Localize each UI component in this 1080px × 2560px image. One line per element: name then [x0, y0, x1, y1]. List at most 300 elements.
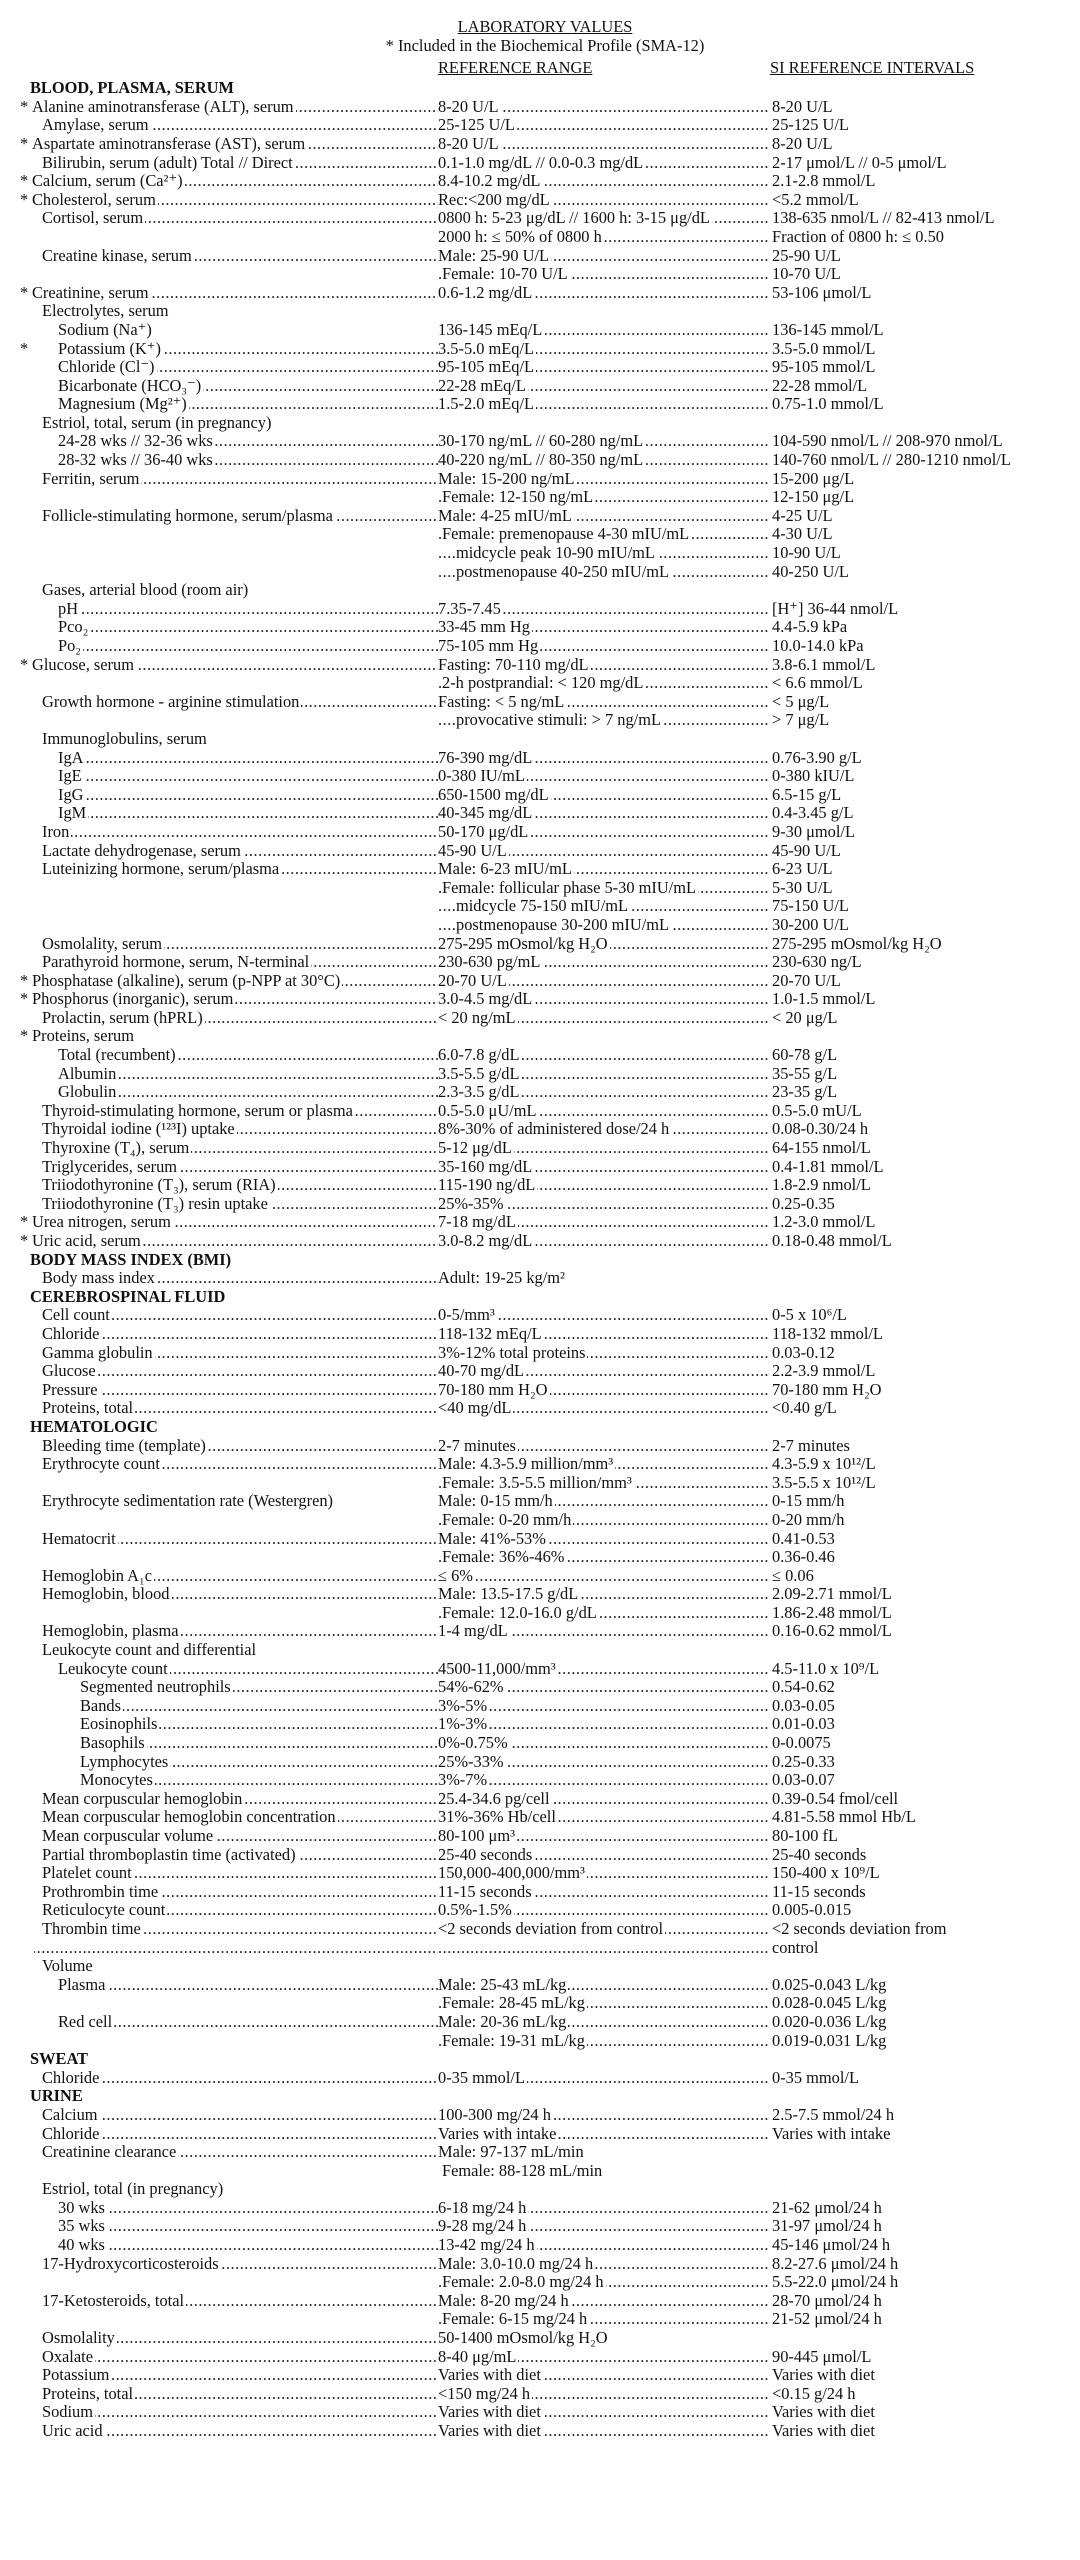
si-reference-interval: 1.2-3.0 mmol/L: [772, 1213, 876, 1232]
table-row: [20, 507, 1070, 526]
table-row: [20, 284, 1070, 303]
test-name-text: Triglycerides, serum: [42, 1157, 178, 1176]
reference-range: 100-300 mg/24 h .....: [438, 2106, 770, 2125]
table-row: [20, 1734, 1070, 1753]
title-block: [20, 18, 1070, 55]
sma12-asterisk: *: [20, 190, 29, 209]
table-row: [20, 265, 1070, 284]
test-name: [20, 172, 438, 191]
test-name: [20, 2422, 438, 2441]
reference-range: Male: 13.5-17.5 g/dL .....: [438, 1585, 770, 1604]
reference-range: 7-18 mg/dL .....: [438, 1213, 770, 1232]
si-reference-interval: 0.75-1.0 mmol/L: [772, 395, 884, 414]
reference-range: 25%-35% .....: [438, 1195, 770, 1214]
table-row: [20, 1362, 1070, 1381]
si-reference-interval: 2.1-2.8 mmol/L: [772, 172, 876, 191]
test-name-text: Alanine aminotransferase (ALT), serum: [32, 97, 294, 116]
si-reference-interval: 31-97 μmol/24 h: [772, 2217, 882, 2236]
test-name: [20, 377, 438, 396]
table-row: [20, 749, 1070, 768]
table-row: [20, 2069, 1070, 2088]
si-reference-interval: Fraction of 0800 h: ≤ 0.50: [772, 227, 944, 246]
table-row: [20, 804, 1070, 823]
test-name: [20, 1195, 438, 1214]
test-name: [20, 525, 438, 544]
reference-range: [438, 730, 770, 749]
reference-range: Male: 25-90 U/L .....: [438, 247, 770, 266]
table-row: [20, 135, 1070, 154]
test-name: [20, 2013, 438, 2032]
test-name-text: Hemoglobin, plasma: [42, 1622, 179, 1641]
sma12-asterisk: *: [20, 971, 29, 990]
sma12-asterisk: *: [20, 134, 29, 153]
test-name-text: Triiodothyronine (T₃), serum (RIA): [42, 1176, 276, 1195]
si-reference-interval: 136-145 mmol/L: [772, 320, 884, 339]
si-reference-interval: 1.0-1.5 mmol/L: [772, 990, 876, 1009]
test-name: [20, 1325, 438, 1344]
table-row: [20, 842, 1070, 861]
test-name-text: Po₂: [58, 637, 82, 655]
si-reference-interval: [770, 414, 1070, 433]
test-name-text: Volume: [42, 1957, 93, 1976]
table-row: [20, 1381, 1070, 1400]
test-name: [20, 953, 438, 972]
table-row: [20, 2217, 1070, 2236]
reference-range: 118-132 mEq/L .....: [438, 1325, 770, 1344]
table-row: [20, 395, 1070, 414]
test-name: [20, 1213, 438, 1232]
table-row: [20, 786, 1070, 805]
test-name: [20, 563, 438, 582]
test-name: [20, 1883, 438, 1902]
table-row: [20, 1976, 1070, 1995]
table-row: [20, 879, 1070, 898]
si-reference-interval: > 7 μg/L: [772, 711, 830, 730]
si-reference-interval: control: [772, 1938, 819, 1957]
test-name-text: Potassium: [42, 2366, 110, 2385]
si-reference-interval: 1.8-2.9 nmol/L: [772, 1176, 871, 1195]
test-name: [20, 1492, 438, 1511]
si-reference-interval: 23-35 g/L: [772, 1083, 838, 1102]
si-reference-interval: 90-445 μmol/L: [772, 2347, 872, 2366]
test-name-text: Total (recumbent): [58, 1046, 176, 1065]
table-row: [20, 1139, 1070, 1158]
si-reference-interval: 22-28 mmol/L: [772, 376, 868, 395]
test-name: [20, 2292, 438, 2311]
test-name: [20, 2069, 438, 2088]
table-row: [20, 897, 1070, 916]
table-row: [20, 1474, 1070, 1493]
reference-range: 50-170 μg/dL .....: [438, 823, 770, 842]
si-reference-interval: [770, 1027, 1070, 1046]
table-row: [20, 1213, 1070, 1232]
table-row: [20, 581, 1070, 600]
table-row: [20, 1399, 1070, 1418]
reference-range: 25-40 seconds .....: [438, 1846, 770, 1865]
section-title: [20, 1418, 438, 1437]
test-name: [20, 972, 438, 991]
section-title: [20, 1251, 438, 1270]
reference-range: Male: 8-20 mg/24 h .....: [438, 2292, 770, 2311]
test-name-text: Hematocrit: [42, 1529, 116, 1548]
test-name-text: Bleeding time (template): [42, 1436, 206, 1455]
test-name-text: Osmolality: [42, 2329, 115, 2348]
test-name-text: Reticulocyte count: [42, 1901, 166, 1920]
column-header-si-intervals: SI REFERENCE INTERVALS: [770, 58, 975, 78]
test-name: [20, 1474, 438, 1493]
test-name: [20, 1790, 438, 1809]
reference-range: 2-h postprandial: < 120 mg/dL .....: [438, 674, 770, 693]
test-name-text: Hemoglobin A₁c: [42, 1566, 152, 1585]
reference-range: 115-190 ng/dL .....: [438, 1176, 770, 1195]
test-name-text: Amylase, serum: [42, 116, 149, 135]
sma12-asterisk: *: [20, 990, 29, 1009]
sma12-asterisk: *: [20, 1213, 29, 1232]
reference-range: 1%-3% .....: [438, 1715, 770, 1734]
test-name-text: Pressure: [42, 1380, 98, 1399]
table-row: [20, 525, 1070, 544]
test-name: [20, 1697, 438, 1716]
si-reference-interval: [770, 581, 1070, 600]
test-name-text: Leukocyte count and differential: [42, 1641, 257, 1660]
test-name: [20, 1139, 438, 1158]
reference-range: [438, 1641, 770, 1660]
reference-range: 3%-5% .....: [438, 1697, 770, 1716]
table-row: [20, 1325, 1070, 1344]
si-reference-interval: 45-146 μmol/24 h: [772, 2236, 891, 2255]
test-name-text: CEREBROSPINAL FLUID: [30, 1287, 226, 1306]
table-row: [20, 116, 1070, 135]
test-name-text: Sodium: [42, 2403, 94, 2422]
table-row: [20, 2348, 1070, 2367]
section-title: [20, 1288, 438, 1307]
table-row: [20, 2273, 1070, 2292]
test-name: [20, 507, 438, 526]
reference-range: 3.0-4.5 mg/dL .....: [438, 990, 770, 1009]
si-reference-interval: [770, 302, 1070, 321]
table-row: [20, 1083, 1070, 1102]
table-row: [20, 2310, 1070, 2329]
test-name: [20, 2032, 438, 2051]
si-reference-interval: 35-55 g/L: [772, 1064, 838, 1083]
test-name-text: Thrombin time: [42, 1919, 141, 1938]
si-reference-interval: Varies with diet: [772, 2403, 875, 2422]
table-row: [20, 1269, 1070, 1288]
test-name: [20, 1604, 438, 1623]
test-name-text: Parathyroid hormone, serum, N-terminal: [42, 953, 310, 972]
reference-range: 25%-33% .....: [438, 1753, 770, 1772]
table-row: [20, 470, 1070, 489]
table-row: [20, 1195, 1070, 1214]
table-row: [20, 2199, 1070, 2218]
test-name-text: Bands: [80, 1696, 121, 1715]
section-title: [20, 2087, 438, 2106]
si-reference-interval: 2-17 μmol/L // 0-5 μmol/L: [772, 153, 947, 172]
table-row: [20, 656, 1070, 675]
table-row: [20, 674, 1070, 693]
reference-range: 13-42 mg/24 h .....: [438, 2236, 770, 2255]
reference-range: 2000 h: ≤ 50% of 0800 h .....: [438, 228, 770, 247]
test-name: [20, 711, 438, 730]
table-row: [20, 1604, 1070, 1623]
test-name-text: Uric acid, serum: [32, 1232, 141, 1250]
test-name: [20, 1399, 438, 1418]
reference-range: 7.35-7.45 .....: [438, 600, 770, 619]
reference-range: 4500-11,000/mm³ .....: [438, 1660, 770, 1679]
si-reference-interval: 0.4-3.45 g/L: [772, 804, 854, 823]
table-row: [20, 2162, 1070, 2181]
test-name-text: Erythrocyte count: [42, 1455, 160, 1474]
section-heading: [20, 2050, 1070, 2069]
si-reference-interval: [770, 730, 1070, 749]
test-name-text: Proteins, total: [42, 1399, 134, 1418]
si-reference-interval: 0.25-0.35: [772, 1194, 835, 1213]
si-reference-interval: 3.8-6.1 mmol/L: [772, 655, 876, 674]
reference-range: <40 mg/dL .....: [438, 1399, 770, 1418]
si-reference-interval: 0.03-0.07: [772, 1771, 835, 1790]
test-name-text: Proteins, serum: [32, 1027, 134, 1046]
table-row: [20, 451, 1070, 470]
sma12-asterisk: *: [20, 172, 29, 191]
test-name: [20, 842, 438, 861]
test-name-text: BLOOD, PLASMA, SERUM: [30, 79, 234, 98]
reference-range: Varies with diet .....: [438, 2366, 770, 2385]
test-name-text: Chloride: [42, 2124, 100, 2143]
table-row: [20, 1994, 1070, 2013]
table-row: [20, 544, 1070, 563]
reference-range: 2.3-3.5 g/dL .....: [438, 1083, 770, 1102]
table-row: [20, 1939, 1070, 1958]
test-name: [20, 730, 438, 749]
si-reference-interval: 95-105 mmol/L: [772, 358, 876, 377]
table-row: [20, 2403, 1070, 2422]
si-reference-interval: Varies with diet: [772, 2422, 875, 2440]
test-name: [20, 1046, 438, 1065]
si-reference-interval: 0.54-0.62: [772, 1678, 835, 1697]
test-name: [20, 1846, 438, 1865]
table-row: [20, 618, 1070, 637]
test-name: [20, 749, 438, 768]
test-name: [20, 302, 438, 321]
table-row: [20, 302, 1070, 321]
si-reference-interval: 150-400 x 10⁹/L: [772, 1864, 880, 1883]
table-row: [20, 1046, 1070, 1065]
reference-range: 33-45 mm Hg .....: [438, 618, 770, 637]
reference-range: Female: 12-150 ng/mL .....: [438, 488, 770, 507]
sma12-asterisk: *: [20, 655, 29, 674]
table-row: [20, 377, 1070, 396]
table-row: [20, 98, 1070, 117]
test-name: [20, 1901, 438, 1920]
test-name: [20, 154, 438, 173]
si-reference-interval: 25-90 U/L: [772, 246, 841, 265]
reference-range: 25.4-34.6 pg/cell .....: [438, 1790, 770, 1809]
test-name: [20, 1065, 438, 1084]
si-reference-interval: 2.2-3.9 mmol/L: [772, 1362, 876, 1381]
reference-range: Male: 15-200 ng/mL .....: [438, 470, 770, 489]
test-name: [20, 2217, 438, 2236]
table-row: [20, 1864, 1070, 1883]
si-reference-interval: 2-7 minutes: [772, 1436, 850, 1455]
test-name: [20, 1176, 438, 1195]
reference-range: 31%-36% Hb/cell .....: [438, 1808, 770, 1827]
reference-range: 0-380 IU/mL .....: [438, 767, 770, 786]
test-name: [20, 1976, 438, 1995]
reference-range: Rec:<200 mg/dL .....: [438, 191, 770, 210]
test-name-text: Estriol, total (in pregnancy): [42, 2180, 224, 2199]
table-row: [20, 1176, 1070, 1195]
test-name-text: Albumin: [58, 1064, 117, 1083]
si-reference-interval: 0-20 mm/h: [772, 1510, 845, 1529]
column-headers: [20, 59, 1070, 79]
si-reference-interval: <2 seconds deviation from: [772, 1919, 947, 1938]
table-row: [20, 972, 1070, 991]
table-row: [20, 990, 1070, 1009]
si-reference-interval: 0.005-0.015: [772, 1901, 852, 1920]
table-row: [20, 916, 1070, 935]
test-name-text: HEMATOLOGIC: [30, 1417, 158, 1436]
reference-range: 0.5%-1.5% .....: [438, 1901, 770, 1920]
reference-range: 8-40 μg/mL .....: [438, 2348, 770, 2367]
table-row: [20, 693, 1070, 712]
si-reference-interval: 10.0-14.0 kPa: [772, 637, 864, 655]
test-name: [20, 990, 438, 1009]
reference-range: Adult: 19-25 kg/m²: [438, 1269, 565, 1288]
reference-range: [438, 1939, 770, 1958]
test-name: [20, 228, 438, 247]
reference-range: Fasting: < 5 ng/mL .....: [438, 693, 770, 712]
reference-range: 150,000-400,000/mm³ .....: [438, 1864, 770, 1883]
si-reference-interval: 10-90 U/L: [772, 544, 841, 563]
test-name-text: Bicarbonate (HCO₃⁻): [58, 376, 202, 395]
test-name-text: Red cell: [58, 2012, 113, 2031]
test-name-text: Cholesterol, serum: [32, 190, 156, 209]
reference-range: Male: 41%-53% .....: [438, 1530, 770, 1549]
test-name: [20, 358, 438, 377]
reference-range: Female: 12.0-16.0 g/dL .....: [438, 1604, 770, 1623]
si-reference-interval: 21-62 μmol/24 h: [772, 2198, 882, 2217]
table-row: [20, 1622, 1070, 1641]
reference-range: Male: 6-23 mIU/mL .....: [438, 860, 770, 879]
table-row: [20, 1771, 1070, 1790]
si-reference-interval: 4-30 U/L: [772, 525, 833, 544]
table-row: [20, 1548, 1070, 1567]
si-reference-interval: 4-25 U/L: [772, 506, 833, 525]
reference-range: 9-28 mg/24 h .....: [438, 2217, 770, 2236]
test-name: [20, 191, 438, 210]
test-name: [20, 1455, 438, 1474]
si-reference-interval: <0.15 g/24 h: [772, 2384, 856, 2403]
test-name: [20, 2385, 438, 2404]
test-name: [20, 1920, 438, 1939]
test-name-text: 40 wks: [58, 2236, 105, 2255]
reference-range: 3%-7% .....: [438, 1771, 770, 1790]
reference-range: Male: 3.0-10.0 mg/24 h .....: [438, 2255, 770, 2274]
test-name-text: Proteins, total: [42, 2384, 134, 2403]
test-name: [20, 1120, 438, 1139]
test-name: [20, 432, 438, 451]
test-name: [20, 1269, 438, 1288]
reference-range: 40-70 mg/dL .....: [438, 1362, 770, 1381]
section-heading: [20, 1418, 1070, 1437]
si-reference-interval: 3.5-5.0 mmol/L: [772, 339, 876, 358]
test-name: [20, 2329, 438, 2348]
test-name: [20, 1827, 438, 1846]
test-name: [20, 1344, 438, 1363]
reference-range: 3.5-5.5 g/dL .....: [438, 1065, 770, 1084]
test-name: [20, 1232, 438, 1251]
si-reference-interval: 2.09-2.71 mmol/L: [772, 1585, 892, 1604]
test-name-text: Calcium: [42, 2105, 98, 2124]
si-reference-interval: 80-100 fL: [772, 1827, 839, 1845]
reference-range: Male: 0-15 mm/h .....: [438, 1492, 770, 1511]
test-name-text: Gases, arterial blood (room air): [42, 581, 249, 600]
si-reference-interval: [770, 2162, 1070, 2181]
table-row: [20, 228, 1070, 247]
si-reference-interval: 275-295 mOsmol/kg H₂O: [772, 934, 942, 953]
si-reference-interval: 8.2-27.6 μmol/24 h: [772, 2254, 899, 2273]
reference-range: 0%-0.75% .....: [438, 1734, 770, 1753]
test-name-text: Lactate dehydrogenase, serum: [42, 841, 241, 860]
table-row: [20, 2125, 1070, 2144]
test-name: [20, 1734, 438, 1753]
reference-range: 25-125 U/L .....: [438, 116, 770, 135]
si-reference-interval: ≤ 0.06: [772, 1566, 814, 1585]
reference-range: 136-145 mEq/L .....: [438, 321, 770, 340]
test-name-text: Prothrombin time: [42, 1882, 159, 1901]
table-row: [20, 1790, 1070, 1809]
section-heading: [20, 2087, 1070, 2106]
table-row: [20, 1511, 1070, 1530]
lab-values-table: [20, 79, 1070, 2440]
test-name-text: Partial thromboplastin time (activated): [42, 1845, 296, 1864]
column-header-spacer: [20, 59, 438, 79]
reference-range: provocative stimuli: > 7 ng/mL .....: [438, 711, 770, 730]
reference-range: 2-7 minutes .....: [438, 1437, 770, 1456]
table-row: [20, 711, 1070, 730]
reference-range: Male: 4-25 mIU/mL .....: [438, 507, 770, 526]
test-name-text: Globulin: [58, 1083, 117, 1102]
table-row: [20, 563, 1070, 582]
table-row: [20, 953, 1070, 972]
test-name: [20, 674, 438, 693]
test-name: [20, 2348, 438, 2367]
test-name: [20, 340, 438, 359]
reference-range: Varies with diet .....: [438, 2422, 770, 2441]
reference-range: 1.5-2.0 mEq/L .....: [438, 395, 770, 414]
test-name-text: URINE: [30, 2087, 83, 2106]
test-name-text: Glucose: [42, 1362, 96, 1381]
si-reference-interval: 70-180 mm H₂O: [772, 1380, 882, 1399]
test-name-text: Calcium, serum (Ca²⁺): [32, 172, 183, 191]
table-row: [20, 172, 1070, 191]
si-reference-interval: 0-5 x 10⁶/L: [772, 1306, 847, 1325]
sma12-asterisk: *: [20, 283, 29, 302]
test-name-text: Mean corpuscular hemoglobin: [42, 1789, 243, 1808]
si-reference-interval: [770, 1269, 1070, 1288]
section-title: [20, 79, 438, 98]
test-name-text: 24-28 wks // 32-36 wks: [58, 432, 213, 451]
si-reference-interval: <5.2 mmol/L: [772, 190, 859, 209]
reference-range: <150 mg/24 h .....: [438, 2385, 770, 2404]
table-row: [20, 2292, 1070, 2311]
table-row: [20, 154, 1070, 173]
si-reference-interval: 0.03-0.05: [772, 1696, 835, 1715]
si-reference-interval: 0.41-0.53: [772, 1529, 835, 1548]
table-row: [20, 1883, 1070, 1902]
reference-range: Male: 20-36 mL/kg .....: [438, 2013, 770, 2032]
test-name-text: Bilirubin, serum (adult) Total // Direct: [42, 153, 293, 172]
